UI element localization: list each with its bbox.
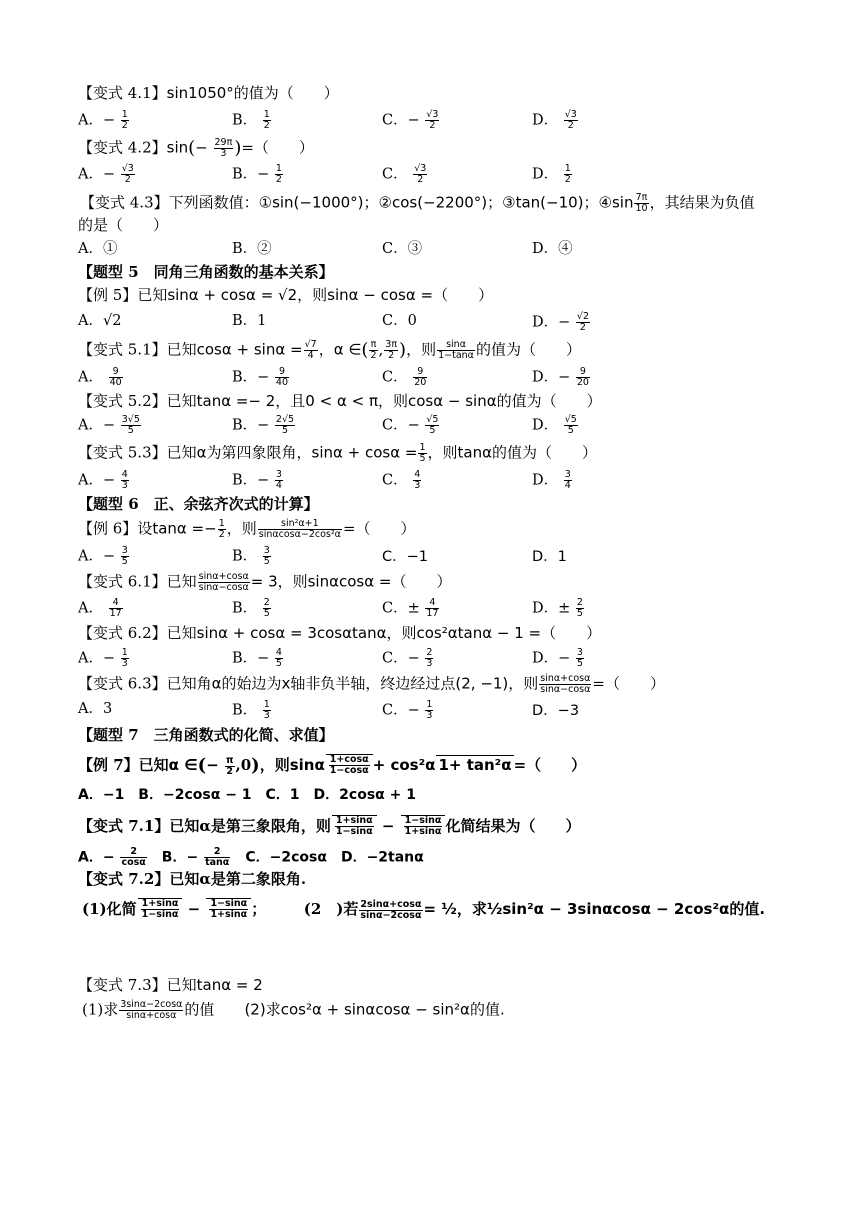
v62-D: D．− $\frac{3}{5}$ bbox=[532, 647, 583, 669]
v53-D: D． $\frac{3}{4}$ bbox=[532, 469, 571, 491]
v52-stem: 【变式 5.2】已知tanα =− 2，且0 < α < π，则cosα − sinα的值为（ ） bbox=[78, 392, 602, 410]
v52-D: D． $\frac{√5}{5}$ bbox=[532, 414, 577, 436]
v51-D: D．− $\frac{9}{20}$ bbox=[532, 366, 589, 388]
q43-D: D．④ bbox=[532, 241, 573, 257]
v53-B: B．− $\frac{3}{4}$ bbox=[232, 469, 282, 491]
e6-D: D．1 bbox=[532, 549, 567, 565]
v52-C: C．− $\frac{√5}{5}$ bbox=[382, 414, 439, 436]
v52-A: A．− $\frac{3√5}{5}$ bbox=[78, 414, 140, 436]
q41-B: B． $\frac{1}{2}$ bbox=[232, 109, 270, 131]
q41-D: D． $\frac{√3}{2}$ bbox=[532, 109, 577, 131]
v61-stem: 【变式 6.1】已知 $\frac{\sin\alpha+\cos\alpha}{\sin\alpha-\cos\alpha}$ = 3，则sinαcosα =（ ） bbox=[78, 571, 452, 593]
q41-stem: 【变式 4.1】sin1050°的值为（ ） bbox=[78, 84, 339, 102]
v71-options: A．− $\frac{2}{\cos\alpha}$ B．− $\frac{2}{\tan\alpha}$ C．−2cosα D．−2tanα bbox=[78, 846, 424, 868]
q42-B: B．− $\frac{1}{2}$ bbox=[232, 163, 282, 185]
e7-stem: 【例 7】已知α ∈(− $\frac{\pi}{2}$ ,0)，则sinα $\frac{1+\cos\alpha}{1-\cos\alpha}$ + cos²α 1+ tan²α =（ ） bbox=[78, 754, 587, 777]
v53-stem: 【变式 5.3】已知α为第四象限角，sinα + cosα = $\frac{1}{5}$ ，则tanα的值为（ ） bbox=[78, 442, 597, 464]
v62-A: A．− $\frac{1}{3}$ bbox=[78, 647, 128, 669]
v63-C: C．− $\frac{1}{3}$ bbox=[382, 699, 433, 721]
q41-C: C．− $\frac{√3}{2}$ bbox=[382, 109, 439, 131]
q43-C: C．③ bbox=[382, 241, 423, 257]
v51-C: C． $\frac{9}{20}$ bbox=[382, 366, 427, 388]
e6-B: B． $\frac{3}{5}$ bbox=[232, 545, 270, 567]
section-7-title: 【题型 7 三角函数式的化简、求值】 bbox=[78, 726, 334, 744]
q41-A: A．− $\frac{1}{2}$ bbox=[78, 109, 128, 131]
e5-B: B．1 bbox=[232, 313, 267, 329]
v62-B: B．− $\frac{4}{5}$ bbox=[232, 647, 282, 669]
v63-A: A．3 bbox=[78, 701, 113, 717]
e5-A: A．√2 bbox=[78, 313, 122, 329]
v51-B: B．− $\frac{9}{40}$ bbox=[232, 366, 289, 388]
v72-stem: 【变式 7.2】已知α是第二象限角. bbox=[78, 870, 307, 888]
v52-B: B．− $\frac{2√5}{5}$ bbox=[232, 414, 295, 436]
v72-parts: (1)化简 $\frac{1+\sin\alpha}{1-\sin\alpha}$ − $\frac{1-\sin\alpha}{1+\sin\alpha}$ ； (2 )若 $\frac{2\sin\alpha+\cos\alpha}{\sin\alpha-2\cos\alpha}$ = ½，求½sin²α − 3sinαcosα − 2cos²α的值. bbox=[82, 898, 766, 921]
v63-D: D．−3 bbox=[532, 703, 580, 719]
v51-A: A． $\frac{9}{40}$ bbox=[78, 366, 122, 388]
e7-options: A．−1 B．−2cosα − 1 C．1 D．2cosα + 1 bbox=[78, 787, 417, 803]
v63-B: B． $\frac{1}{3}$ bbox=[232, 699, 270, 721]
v73-stem: 【变式 7.3】已知tanα = 2 bbox=[78, 976, 263, 994]
q43-line2: 的是（ ） bbox=[78, 216, 169, 234]
v63-stem: 【变式 6.3】已知角α的始边为x轴非负半轴，终边经过点(2, −1)，则 $\frac{\sin\alpha+\cos\alpha}{\sin\alpha-\cos\alpha}$ =（ ） bbox=[78, 673, 665, 695]
e5-D: D．− $\frac{√2}{2}$ bbox=[532, 311, 589, 333]
q43-B: B．② bbox=[232, 241, 272, 257]
v53-C: C． $\frac{4}{3}$ bbox=[382, 469, 421, 491]
q42-C: C． $\frac{√3}{2}$ bbox=[382, 163, 427, 185]
v71-stem: 【变式 7.1】已知α是第三象限角，则 $\frac{1+\sin\alpha}{1-\sin\alpha}$ − $\frac{1-\sin\alpha}{1+\sin\alpha}$ 化简结果为（ ） bbox=[78, 815, 581, 837]
e6-A: A．− $\frac{3}{5}$ bbox=[78, 545, 128, 567]
section-5-title: 【题型 5 同角三角函数的基本关系】 bbox=[78, 263, 334, 281]
q43-stem: 【变式 4.3】下列函数值：①sin(−1000°)；②cos(−2200°)；③tan(−10)；④sin $\frac{7\pi}{10}$ ，其结果为负值 bbox=[80, 192, 755, 214]
e6-stem: 【例 6】设tanα =− $\frac{1}{2}$ ，则 $\frac{\text{sin²α+1}}{\text{sinαcosα−2cos²α}}$ =（ ） bbox=[78, 518, 416, 540]
v62-C: C．− $\frac{2}{3}$ bbox=[382, 647, 433, 669]
v61-D: D．± $\frac{2}{5}$ bbox=[532, 597, 583, 619]
q42-A: A．− $\frac{√3}{2}$ bbox=[78, 163, 134, 185]
v61-C: C．± $\frac{4}{17}$ bbox=[382, 597, 439, 619]
v61-B: B． $\frac{2}{5}$ bbox=[232, 597, 270, 619]
e5-C: C．0 bbox=[382, 313, 417, 329]
q42-D: D． $\frac{1}{2}$ bbox=[532, 163, 571, 185]
v53-A: A．− $\frac{4}{3}$ bbox=[78, 469, 128, 491]
v51-stem: 【变式 5.1】已知cosα + sinα = $\frac{√7}{4}$ ，α ∈( $\frac{\pi}{2}$ , $\frac{3\pi}{2}$ )，则 $\frac{\sin\alpha}{1-\tan\alpha}$ 的值为（ ） bbox=[78, 339, 581, 361]
section-6-title: 【题型 6 正、余弦齐次式的计算】 bbox=[78, 495, 319, 513]
e6-C: C．−1 bbox=[382, 549, 428, 565]
q43-A: A．① bbox=[78, 241, 118, 257]
v61-A: A． $\frac{4}{17}$ bbox=[78, 597, 122, 619]
q42-stem: 【变式 4.2】sin(− $\frac{29\pi}{3}$ )=（ ） bbox=[78, 137, 314, 159]
e5-stem: 【例 5】已知sinα + cosα = √2，则sinα − cosα =（ ） bbox=[78, 286, 494, 304]
v62-stem: 【变式 6.2】已知sinα + cosα = 3cosαtanα，则cos²αtanα − 1 =（ ） bbox=[78, 624, 602, 642]
v73-parts: (1)求 $\frac{3\sin\alpha-2\cos\alpha}{\sin\alpha+\cos\alpha}$ 的值 (2)求cos²α + sinαcosα − sin²α的值. bbox=[82, 999, 505, 1021]
